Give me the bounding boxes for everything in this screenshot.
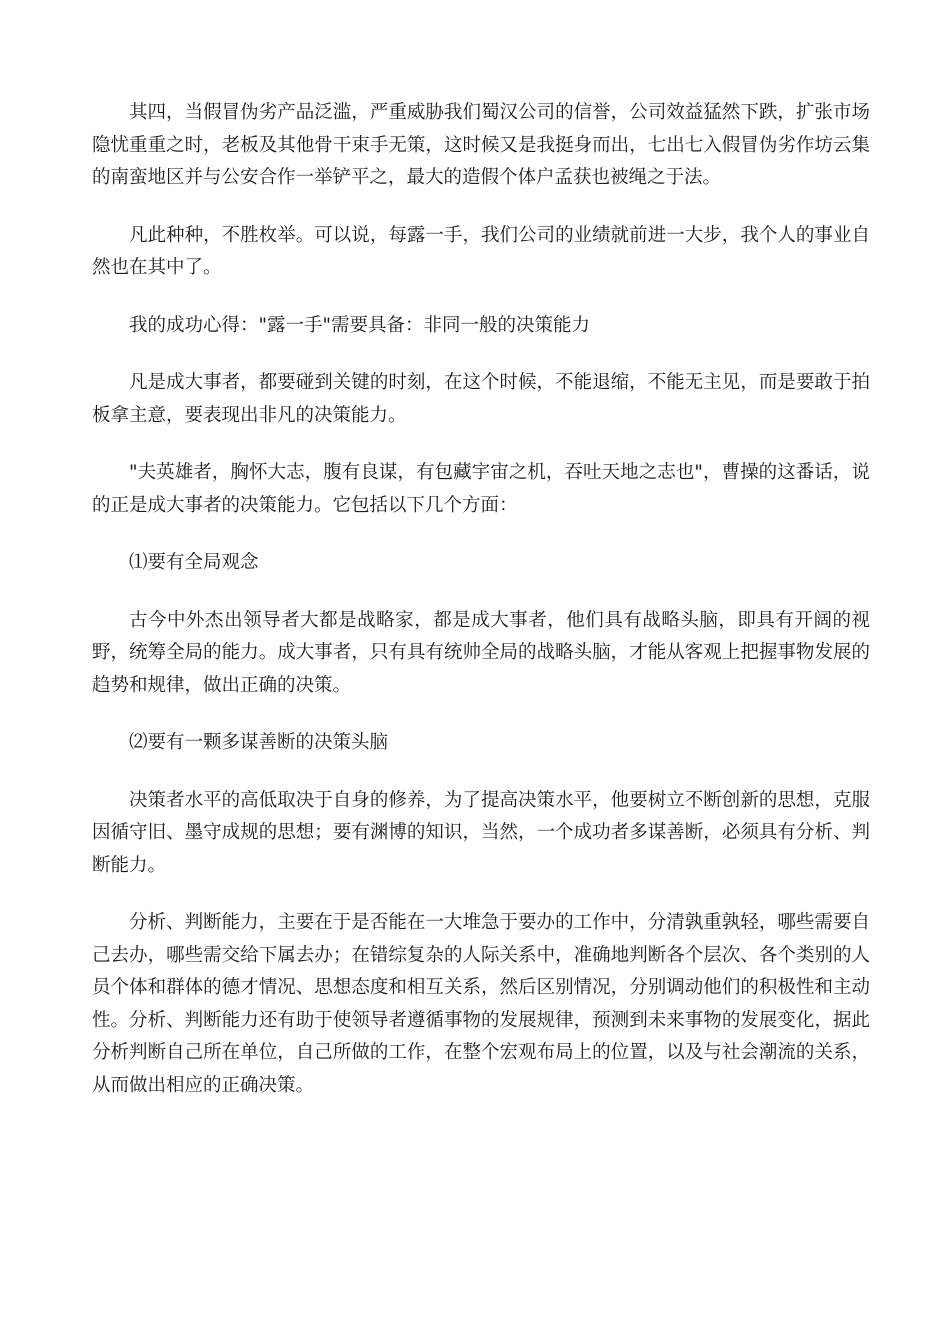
subheading-decisive-mind: ⑵要有一颗多谋善断的决策头脑 xyxy=(129,732,389,753)
paragraph-decision-moment: 凡是成大事者，都要碰到关键的时刻，在这个时候，不能退缩，不能无主见，而是要敢于拍板拿主意，要表现出非凡的决策能力。 xyxy=(92,372,870,426)
subheading-global-view: ⑴要有全局观念 xyxy=(129,552,259,573)
paragraph-counterfeit-crackdown: 其四，当假冒伪劣产品泛滥，严重威胁我们蜀汉公司的信誉，公司效益猛然下跌，扩张市场隐忧重重之时，老板及其他骨干束手无策，这时候又是我挺身而出，七出七入假冒伪劣作坊云集的南蛮地区并与公安合作一举铲平之，最大的造假个体户孟获也被绳之于法。 xyxy=(92,102,870,188)
section-heading-success-insight: 我的成功心得："露一手"需要具备：非同一般的决策能力 xyxy=(129,314,591,336)
paragraph-analysis-judgment: 分析、判断能力，主要在于是否能在一大堆急于要办的工作中，分清孰重孰轻，哪些需要自己去办，哪些需交给下属去办；在错综复杂的人际关系中，准确地判断各个层次、各个类别的人员个体和群体的德才情况、思想态度和相互关系，然后区别情况，分别调动他们的积极性和主动性。分析、判断能力还有助于使领导者遵循事物的发展规律，预测到未来事物的发展变化，据此分析判断自己所在单位，自己所做的工作，在整个宏观布局上的位置，以及与社会潮流的关系，从而做出相应的正确决策。 xyxy=(92,912,870,1096)
paragraph-self-cultivation: 决策者水平的高低取决于自身的修养，为了提高决策水平，他要树立不断创新的思想，克服因循守旧、墨守成规的思想；要有渊博的知识，当然，一个成功者多谋善断，必须具有分析、判断能力。 xyxy=(92,789,870,876)
paragraph-strategic-mind: 古今中外杰出领导者大都是战略家，都是成大事者，他们具有战略头脑，即具有开阔的视野，统筹全局的能力。成大事者，只有具有统帅全局的战略头脑，才能从客观上把握事物发展的趋势和规律，做出正确的决策。 xyxy=(92,609,870,696)
document-page xyxy=(92,97,870,1127)
paragraph-caocao-quote: "夫英雄者，胸怀大志，腹有良谋，有包藏宇宙之机，吞吐天地之志也"，曹操的这番话，说的正是成大事者的决策能力。它包括以下几个方面： xyxy=(92,462,870,516)
paragraph-career-progress: 凡此种种，不胜枚举。可以说，每露一手，我们公司的业绩就前进一大步，我个人的事业自然也在其中了。 xyxy=(92,224,870,278)
